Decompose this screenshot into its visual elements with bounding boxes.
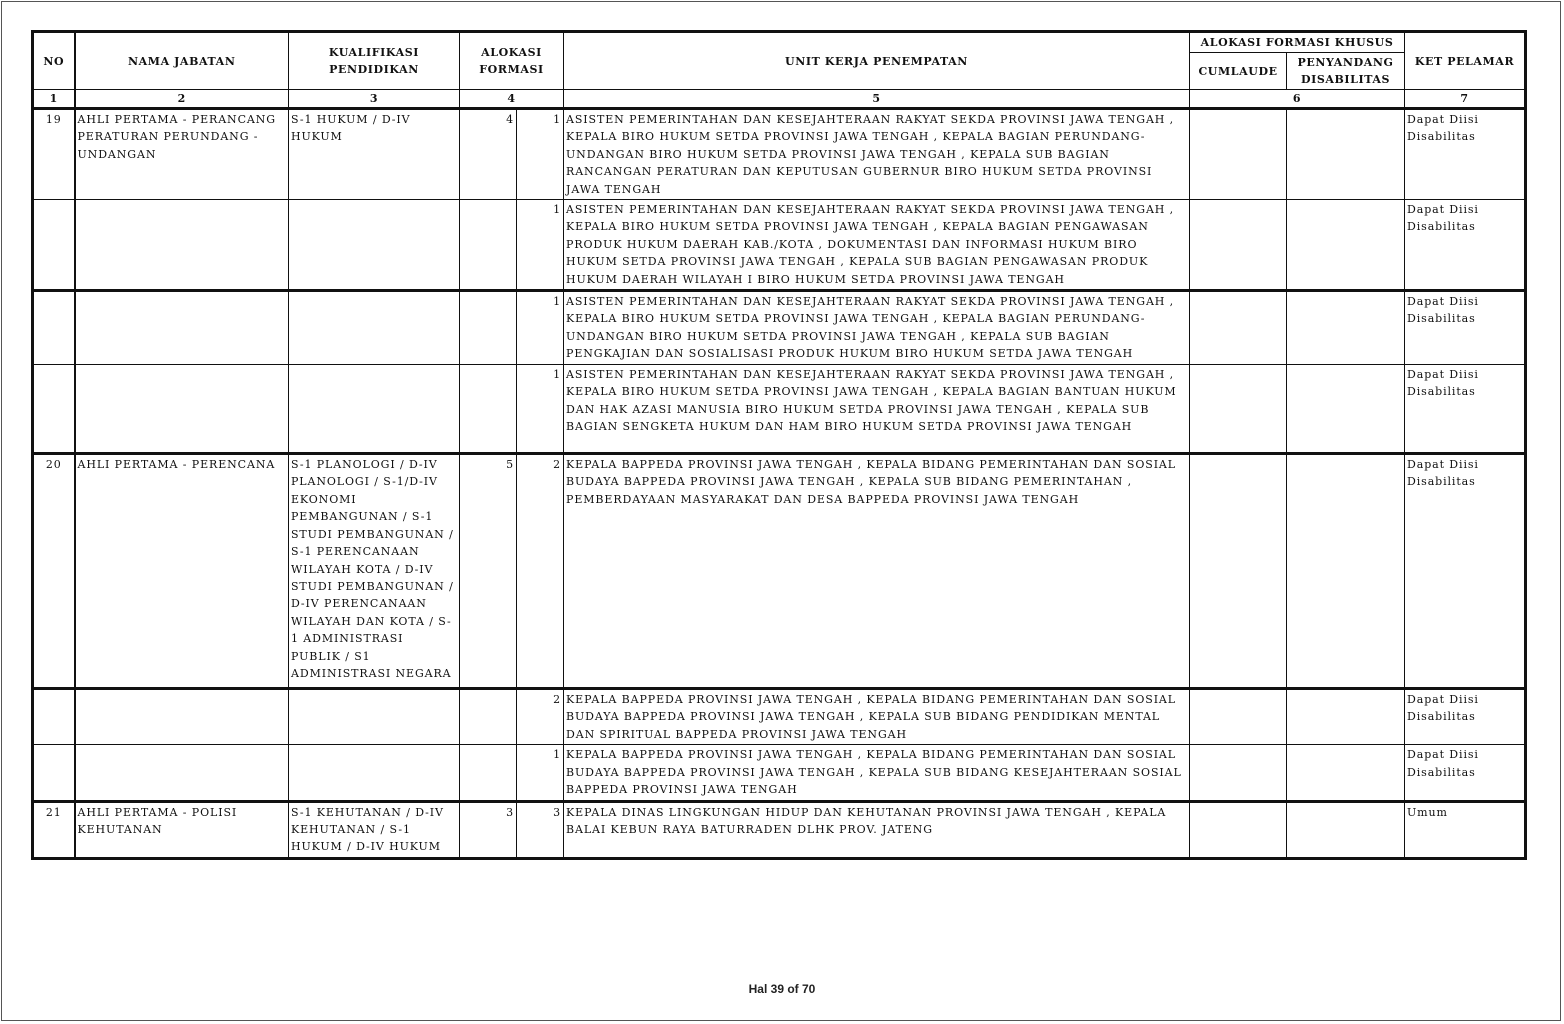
cell-no	[33, 365, 75, 454]
cell-penyandang	[1287, 109, 1405, 200]
cell-penyandang	[1287, 454, 1405, 689]
header-penyandang: PENYANDANG DISABILITAS	[1287, 53, 1405, 90]
cell-penyandang	[1287, 200, 1405, 291]
col-number-1: 1	[33, 90, 75, 109]
cell-kualifikasi: S-1 HUKUM / D-IV HUKUM	[289, 109, 460, 200]
col-number-7: 7	[1405, 90, 1526, 109]
cell-total-formasi	[460, 291, 517, 365]
cell-ket: Dapat Diisi Disabilitas	[1405, 689, 1526, 745]
cell-total-formasi: 3	[460, 801, 517, 858]
table-row	[33, 109, 1526, 200]
cell-alokasi: 1	[517, 745, 564, 801]
cell-kualifikasi: S-1 KEHUTANAN / D-IV KEHUTANAN / S-1 HUKUM / D-IV HUKUM	[289, 801, 460, 858]
cell-alokasi: 3	[517, 801, 564, 858]
table-body	[33, 109, 1526, 859]
cell-nama-jabatan	[75, 745, 289, 801]
col-number-4: 4	[460, 90, 564, 109]
cell-alokasi: 1	[517, 109, 564, 200]
cell-nama-jabatan	[75, 291, 289, 365]
cell-total-formasi: 5	[460, 454, 517, 689]
cell-kualifikasi: S-1 PLANOLOGI / D-IV PLANOLOGI / S-1/D-IV EKONOMI PEMBANGUNAN / S-1 STUDI PEMBANGUNAN / S-1 PERENCANAAN WILAYAH KOTA / D-IV STUDI PEMBANGUNAN / D-IV PERENCANAAN WILAYAH DAN KOTA / S-1 ADMINISTRASI PUBLIK / S1 ADMINISTRASI NEGARA	[289, 454, 460, 689]
table-row	[33, 291, 1526, 365]
header-unit-kerja: UNIT KERJA PENEMPATAN	[564, 32, 1190, 90]
table-header	[33, 32, 1526, 109]
cell-alokasi: 2	[517, 689, 564, 745]
cell-total-formasi: 4	[460, 109, 517, 200]
col-number-2: 2	[75, 90, 289, 109]
cell-kualifikasi	[289, 200, 460, 291]
cell-unit-kerja: KEPALA BAPPEDA PROVINSI JAWA TENGAH , KEPALA BIDANG PEMERINTAHAN DAN SOSIAL BUDAYA BAPPEDA PROVINSI JAWA TENGAH , KEPALA SUB BIDANG PEMERINTAHAN , PEMBERDAYAAN MASYARAKAT DAN DESA BAPPEDA PROVINSI JAWA TENGAH	[564, 454, 1190, 689]
header-kualifikasi: KUALIFIKASI PENDIDIKAN	[289, 32, 460, 90]
cell-alokasi: 1	[517, 291, 564, 365]
cell-nama-jabatan	[75, 365, 289, 454]
cell-no: 20	[33, 454, 75, 689]
cell-no	[33, 745, 75, 801]
cell-penyandang	[1287, 801, 1405, 858]
cell-no: 21	[33, 801, 75, 858]
cell-cumlaude	[1190, 365, 1287, 454]
table-row	[33, 200, 1526, 291]
cell-nama-jabatan	[75, 200, 289, 291]
col-number-5: 5	[564, 90, 1190, 109]
cell-kualifikasi	[289, 689, 460, 745]
cell-kualifikasi	[289, 745, 460, 801]
table-row	[33, 365, 1526, 454]
cell-total-formasi	[460, 200, 517, 291]
table-row	[33, 689, 1526, 745]
cell-alokasi: 2	[517, 454, 564, 689]
cell-no	[33, 200, 75, 291]
cell-kualifikasi	[289, 365, 460, 454]
cell-ket: Dapat Diisi Disabilitas	[1405, 291, 1526, 365]
cell-cumlaude	[1190, 200, 1287, 291]
cell-cumlaude	[1190, 291, 1287, 365]
cell-unit-kerja: ASISTEN PEMERINTAHAN DAN KESEJAHTERAAN RAKYAT SEKDA PROVINSI JAWA TENGAH , KEPALA BIRO HUKUM SETDA PROVINSI JAWA TENGAH , KEPALA BAGIAN BANTUAN HUKUM DAN HAK AZASI MANUSIA BIRO HUKUM SETDA PROVINSI JAWA TENGAH , KEPALA SUB BAGIAN SENGKETA HUKUM DAN HAM BIRO HUKUM SETDA PROVINSI JAWA TENGAH	[564, 365, 1190, 454]
cell-penyandang	[1287, 291, 1405, 365]
cell-ket: Dapat Diisi Disabilitas	[1405, 454, 1526, 689]
cell-total-formasi	[460, 365, 517, 454]
col-number-6: 6	[1190, 90, 1405, 109]
cell-ket: Dapat Diisi Disabilitas	[1405, 365, 1526, 454]
cell-no	[33, 291, 75, 365]
cell-nama-jabatan	[75, 689, 289, 745]
cell-ket: Dapat Diisi Disabilitas	[1405, 109, 1526, 200]
cell-nama-jabatan: AHLI PERTAMA - POLISI KEHUTANAN	[75, 801, 289, 858]
cell-penyandang	[1287, 365, 1405, 454]
header-nama-jabatan: NAMA JABATAN	[75, 32, 289, 90]
header-no: NO	[33, 32, 75, 90]
cell-unit-kerja: ASISTEN PEMERINTAHAN DAN KESEJAHTERAAN RAKYAT SEKDA PROVINSI JAWA TENGAH , KEPALA BIRO HUKUM SETDA PROVINSI JAWA TENGAH , KEPALA BAGIAN PERUNDANG-UNDANGAN BIRO HUKUM SETDA PROVINSI JAWA TENGAH , KEPALA SUB BAGIAN PENGKAJIAN DAN SOSIALISASI PRODUK HUKUM BIRO HUKUM SETDA JAWA TENGAH	[564, 291, 1190, 365]
formasi-table	[31, 30, 1527, 860]
cell-no: 19	[33, 109, 75, 200]
cell-cumlaude	[1190, 689, 1287, 745]
cell-penyandang	[1287, 689, 1405, 745]
cell-penyandang	[1287, 745, 1405, 801]
page-number: Hal 39 of 70	[748, 982, 816, 996]
cell-total-formasi	[460, 689, 517, 745]
header-cumlaude: CUMLAUDE	[1190, 53, 1287, 90]
cell-unit-kerja: KEPALA DINAS LINGKUNGAN HIDUP DAN KEHUTANAN PROVINSI JAWA TENGAH , KEPALA BALAI KEBUN RAYA BATURRADEN DLHK PROV. JATENG	[564, 801, 1190, 858]
cell-cumlaude	[1190, 745, 1287, 801]
header-ket: KET PELAMAR	[1405, 32, 1526, 90]
cell-ket: Umum	[1405, 801, 1526, 858]
cell-no	[33, 689, 75, 745]
cell-unit-kerja: ASISTEN PEMERINTAHAN DAN KESEJAHTERAAN RAKYAT SEKDA PROVINSI JAWA TENGAH , KEPALA BIRO HUKUM SETDA PROVINSI JAWA TENGAH , KEPALA BAGIAN PERUNDANG-UNDANGAN BIRO HUKUM SETDA PROVINSI JAWA TENGAH , KEPALA SUB BAGIAN RANCANGAN PERATURAN DAN KEPUTUSAN GUBERNUR BIRO HUKUM SETDA PROVINSI JAWA TENGAH	[564, 109, 1190, 200]
table-row	[33, 454, 1526, 689]
cell-cumlaude	[1190, 801, 1287, 858]
table-row	[33, 745, 1526, 801]
cell-cumlaude	[1190, 109, 1287, 200]
header-alokasi: ALOKASI FORMASI	[460, 32, 564, 90]
cell-kualifikasi	[289, 291, 460, 365]
col-number-3: 3	[289, 90, 460, 109]
cell-alokasi: 1	[517, 365, 564, 454]
cell-nama-jabatan: AHLI PERTAMA - PERENCANA	[75, 454, 289, 689]
cell-nama-jabatan: AHLI PERTAMA - PERANCANG PERATURAN PERUNDANG - UNDANGAN	[75, 109, 289, 200]
table-row	[33, 801, 1526, 858]
cell-alokasi: 1	[517, 200, 564, 291]
cell-unit-kerja: KEPALA BAPPEDA PROVINSI JAWA TENGAH , KEPALA BIDANG PEMERINTAHAN DAN SOSIAL BUDAYA BAPPEDA PROVINSI JAWA TENGAH , KEPALA SUB BIDANG KESEJAHTERAAN SOSIAL BAPPEDA PROVINSI JAWA TENGAH	[564, 745, 1190, 801]
cell-ket: Dapat Diisi Disabilitas	[1405, 745, 1526, 801]
header-alokasi-khusus: ALOKASI FORMASI KHUSUS	[1190, 32, 1405, 53]
cell-unit-kerja: KEPALA BAPPEDA PROVINSI JAWA TENGAH , KEPALA BIDANG PEMERINTAHAN DAN SOSIAL BUDAYA BAPPEDA PROVINSI JAWA TENGAH , KEPALA SUB BIDANG PENDIDIKAN MENTAL DAN SPIRITUAL BAPPEDA PROVINSI JAWA TENGAH	[564, 689, 1190, 745]
cell-cumlaude	[1190, 454, 1287, 689]
cell-ket: Dapat Diisi Disabilitas	[1405, 200, 1526, 291]
cell-total-formasi	[460, 745, 517, 801]
cell-unit-kerja: ASISTEN PEMERINTAHAN DAN KESEJAHTERAAN RAKYAT SEKDA PROVINSI JAWA TENGAH , KEPALA BIRO HUKUM SETDA PROVINSI JAWA TENGAH , KEPALA BAGIAN PENGAWASAN PRODUK HUKUM DAERAH KAB./KOTA , DOKUMENTASI DAN INFORMASI HUKUM BIRO HUKUM SETDA PROVINSI JAWA TENGAH , KEPALA SUB BAGIAN PENGAWASAN PRODUK HUKUM DAERAH WILAYAH I BIRO HUKUM SETDA PROVINSI JAWA TENGAH	[564, 200, 1190, 291]
